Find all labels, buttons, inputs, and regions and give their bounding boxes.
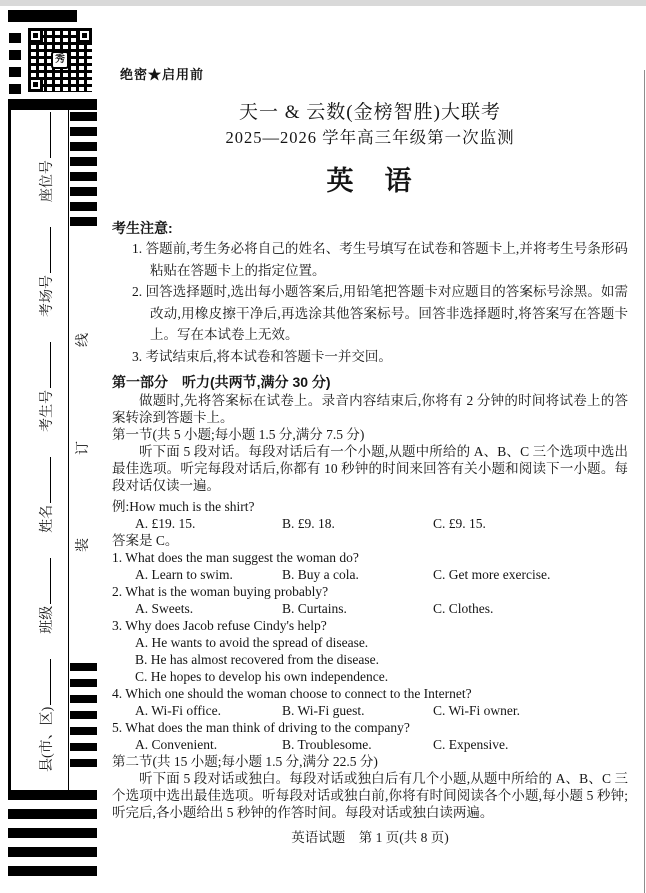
option-a: A. Wi-Fi office. <box>135 703 221 718</box>
question-1 <box>112 549 628 583</box>
binding-char-zhuang: 装 <box>76 538 91 552</box>
field-county: 县(市、区) <box>36 659 56 772</box>
blank-line <box>48 558 51 604</box>
binding-char-xian: 线 <box>76 333 91 347</box>
question-options <box>112 736 628 753</box>
scan-edge-right <box>644 70 645 893</box>
field-room-no: 考场号 <box>36 227 56 317</box>
field-seat-no: 座位号 <box>36 112 56 202</box>
option-b: B. Wi-Fi guest. <box>282 703 365 718</box>
blank-line <box>48 659 51 705</box>
notice-item: 3. 考试结束后,将本试卷和答题卡一并交回。 <box>132 348 392 364</box>
sidebar-student-fields <box>30 112 56 772</box>
notice-title: 考生注意: <box>112 220 173 236</box>
blank-line <box>48 457 51 503</box>
scan-edge-top <box>0 0 646 6</box>
option-b: B. He has almost recovered from the disease. <box>135 652 380 667</box>
blank-line <box>48 342 51 388</box>
subject-title: 英 语 <box>326 166 414 196</box>
exam-org-title: 天一 & 云数(金榜智胜)大联考 <box>239 102 501 123</box>
option-a: A. Sweets. <box>135 601 194 616</box>
blank-line <box>48 112 51 158</box>
option-b: B. Buy a cola. <box>282 567 359 582</box>
timing-marks-top <box>70 112 97 230</box>
option-c: C. He hopes to develop his own independence. <box>135 669 389 684</box>
question-options <box>112 566 628 583</box>
blank-line <box>48 227 51 273</box>
qr-finder-icon <box>28 28 43 43</box>
option-a: A. He wants to avoid the spread of disease. <box>135 635 369 650</box>
option-c: C. Get more exercise. <box>433 567 551 582</box>
example-answer: 答案是 C。 <box>112 533 179 548</box>
option-b: B. Curtains. <box>282 601 347 616</box>
qr-center-logo: 秀 <box>51 51 69 69</box>
field-class: 班级 <box>36 558 56 634</box>
registration-bar-bottom <box>8 99 97 110</box>
qr-finder-icon <box>77 28 92 43</box>
security-label: 绝密★启用前 <box>120 67 205 82</box>
question-stem: 1. What does the man suggest the woman do? <box>112 550 359 565</box>
question-5 <box>112 719 628 753</box>
option-b: B. Troublesome. <box>282 737 372 752</box>
section2-intro: 听下面 5 段对话或独白。每段对话或独白后有几个小题,从题中所给的 A、B、C 三个选项中选出最佳选项。听每段对话或独白前,你将有时间阅读各个小题,每小题 5 秒钟;听完后,各小题给出 5 秒钟的作答时间。每段对话或独白读两遍。 <box>112 771 628 820</box>
question-4 <box>112 685 628 719</box>
margin-rule-left <box>8 110 11 790</box>
question-options <box>112 600 628 617</box>
registration-square <box>9 67 21 77</box>
option-c: C. Clothes. <box>433 601 494 616</box>
example-options <box>112 515 628 532</box>
section1-intro: 听下面 5 段对话。每段对话后有一个小题,从题中所给的 A、B、C 三个选项中选出最佳选项。听完每段对话后,你都有 10 秒钟的时间来回答有关小题和阅读下一小题。每段对话仅读一遍。 <box>112 444 628 493</box>
field-student-no: 考生号 <box>36 342 56 432</box>
question-stem: 3. Why does Jacob refuse Cindy's help? <box>112 618 327 633</box>
registration-bar-top <box>8 10 77 22</box>
question-stem: 5. What does the man think of driving to the company? <box>112 720 410 735</box>
question-stem: 2. What is the woman buying probably? <box>112 584 329 599</box>
option-a: A. Learn to swim. <box>135 567 233 582</box>
option-c: C. Wi-Fi owner. <box>433 703 520 718</box>
section1-heading: 第一节(共 5 小题;每小题 1.5 分,满分 7.5 分) <box>112 427 365 442</box>
question-2 <box>112 583 628 617</box>
qr-code-icon <box>28 28 92 92</box>
section2-heading: 第二节(共 15 小题;每小题 1.5 分,满分 22.5 分) <box>112 754 378 769</box>
notice-item: 2. 回答选择题时,选出每小题答案后,用铅笔把答题卡对应题目的答案标号涂黑。如需改动,用橡皮擦干净后,再选涂其他答案标号。回答非选择题时,将答案写在答题卡上。写在本试卷上无效。 <box>132 284 628 342</box>
question-options <box>112 702 628 719</box>
timing-marks-lower <box>70 663 97 774</box>
binding-line <box>68 110 69 790</box>
page-footer: 英语试题 第 1 页(共 8 页) <box>291 830 449 845</box>
barcode-stripes-bottom <box>8 790 97 884</box>
example-stem: 例:How much is the shirt? <box>112 499 255 514</box>
registration-square <box>9 50 21 60</box>
exam-page-content <box>112 100 628 846</box>
option-a: A. Convenient. <box>135 737 218 752</box>
binding-char-ding: 订 <box>76 441 91 455</box>
example-option-c: C. £9. 15. <box>433 516 486 531</box>
example-option-b: B. £9. 18. <box>282 516 335 531</box>
qr-finder-icon <box>28 77 43 92</box>
part1-intro: 做题时,先将答案标在试卷上。录音内容结束后,你将有 2 分钟的时间将试卷上的答案转涂到答题卡上。 <box>112 393 628 425</box>
option-c: C. Expensive. <box>433 737 509 752</box>
question-3 <box>112 617 628 685</box>
registration-square <box>9 33 21 43</box>
question-stem: 4. Which one should the woman choose to connect to the Internet? <box>112 686 472 701</box>
notice-item: 1. 答题前,考生务必将自己的姓名、考生号填写在试卷和答题卡上,并将考生号条形码粘贴在答题卡上的指定位置。 <box>132 241 628 278</box>
part1-heading: 第一部分 听力(共两节,满分 30 分) <box>112 374 331 390</box>
exam-session-title: 2025—2026 学年高三年级第一次监测 <box>225 128 515 147</box>
field-name: 姓名 <box>36 457 56 533</box>
registration-square <box>9 84 21 94</box>
example-option-a: A. £19. 15. <box>135 516 196 531</box>
